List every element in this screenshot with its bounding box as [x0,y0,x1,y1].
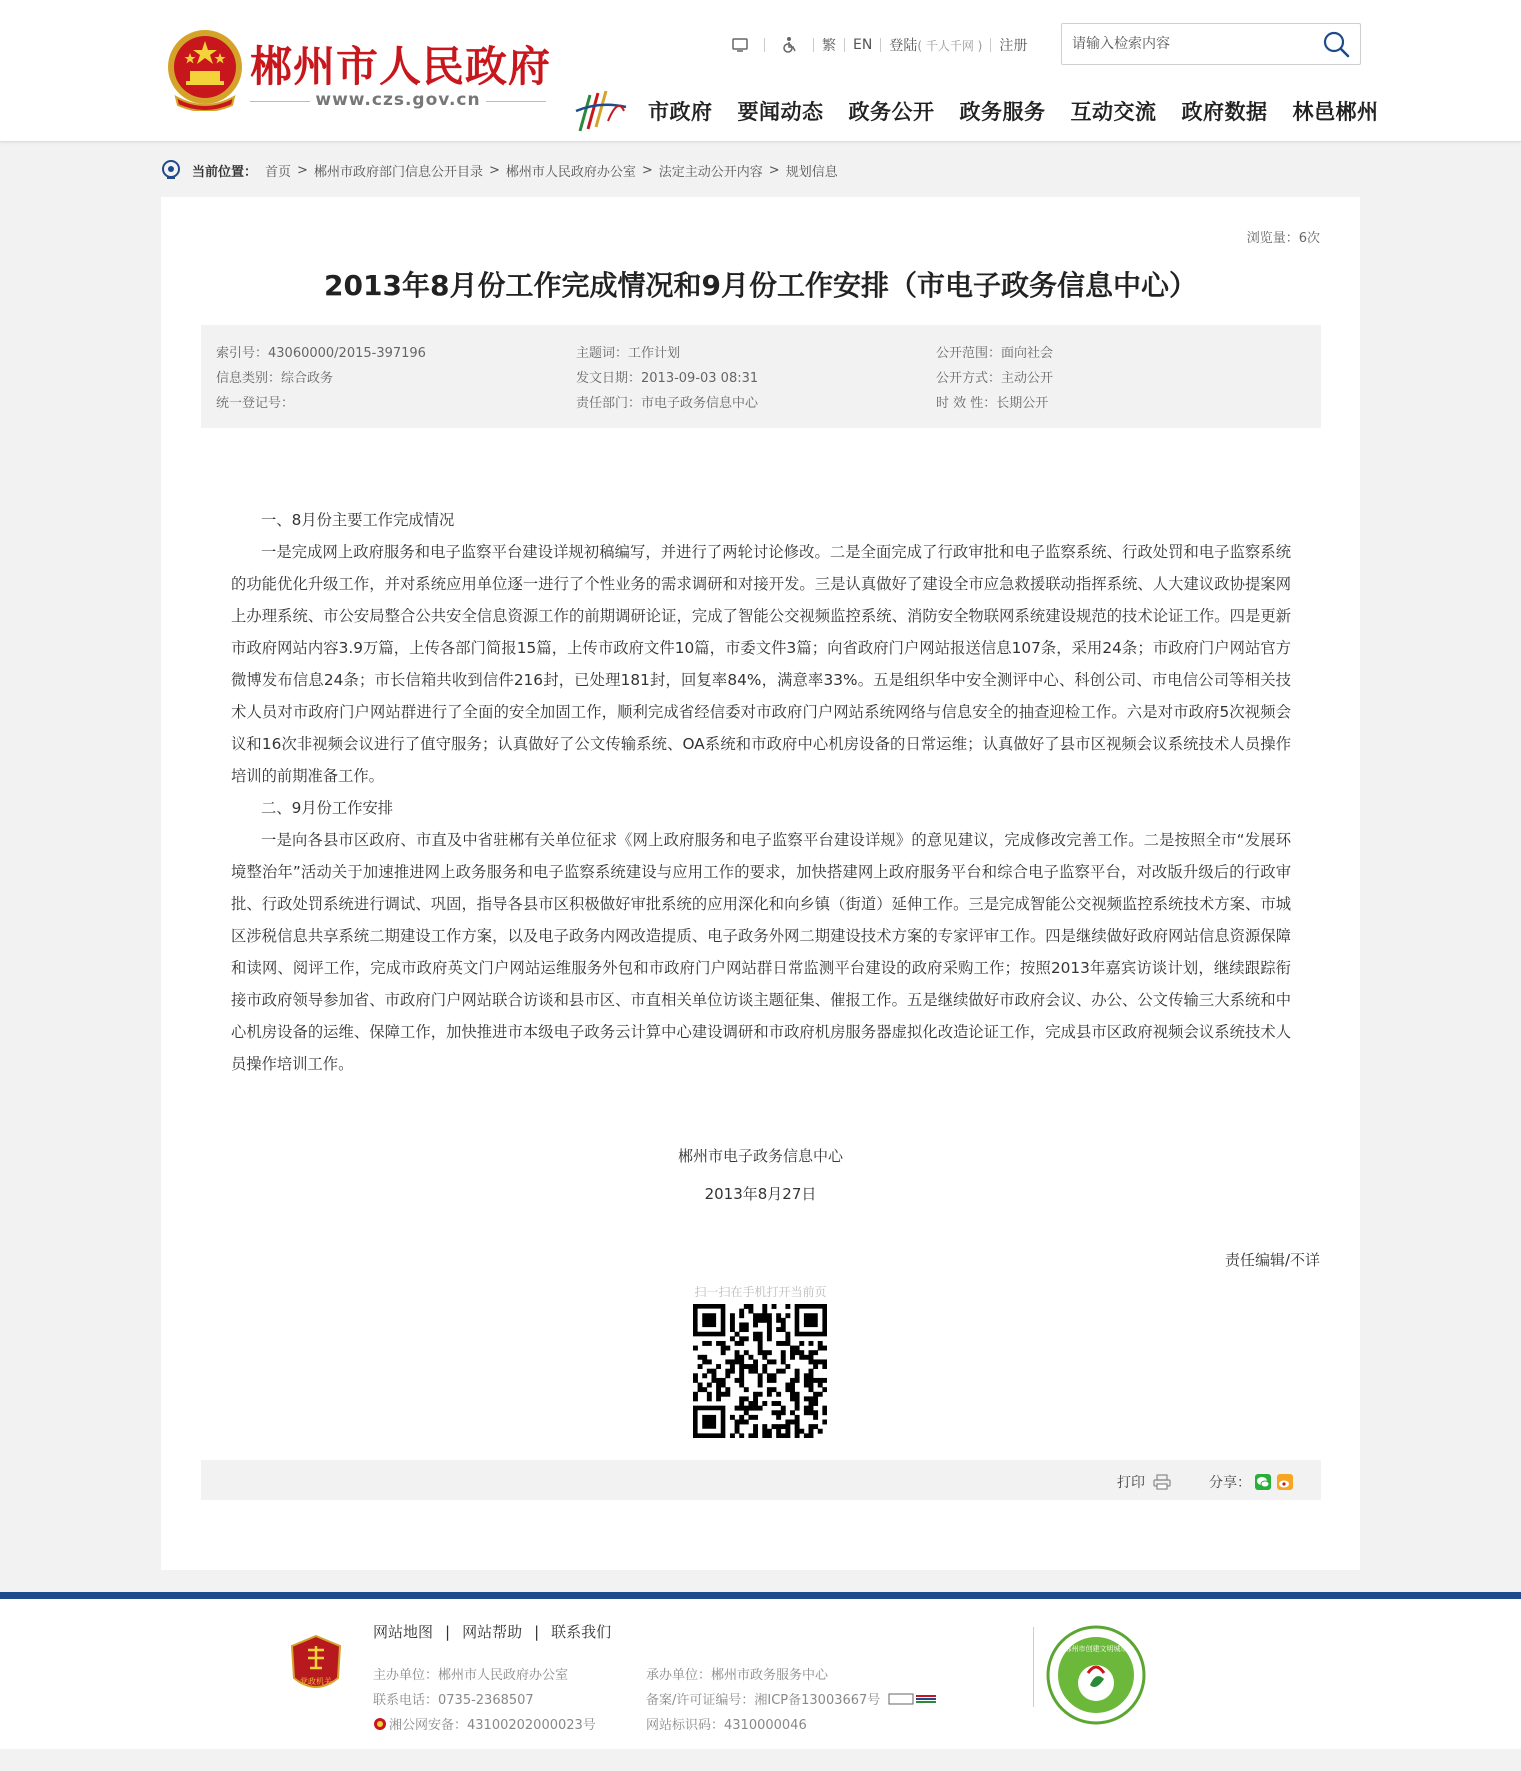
nav-item-interaction[interactable]: 互动交流 [1070,100,1157,124]
login-link[interactable]: 登陆 [889,38,918,54]
party-gov-badge-icon[interactable] [290,1634,342,1696]
footer-phone: 联系电话：0735-2368507 [373,1693,534,1708]
site-title: 郴州市人民政府 [250,42,552,91]
paragraph: 一是向各县市区政府、市直及中省驻郴有关单位征求《网上政府服务和电子监察平台建设详规》的意见建议，完成修改完善工作。二是按照全市“发展环境整治年”活动关于加速推进网上政务服务和电子监察系统建设与应用工作的要求，加快搭建网上政府服务平台和综合电子监察平台，对改版升级后的行政审批、行政处罚系统进行调试、巩固，指导各县市区积极做好审批系统的应用深化和向乡镇（街道）延伸工作。三是完成智能公交视频监控系统技术方案、市城区涉税信息共享系统二期建设工作方案，以及电子政务内网改造提质、电子政务外网二期建设技术方案的专家评审工作。四是继续做好政府网站信息资源保障和读网、阅评工作，完成市政府英文门户网站运维服务外包和市政府门户网站群日常监测平台建设的政府采购工作；按照2013年嘉宾访谈计划，继续跟踪衔接市政府领导参加省、市政府门户网站联合访谈和县市区、市直相关单位访谈主题征集、催报工作。五是继续做好市政府会议、办公、公文传输三大系统和中心机房设备的运维、保障工作，加快推进市本级电子政务云计算中心建设调研和市政府机房服务器虚拟化改造论证工作，完成县市区政府视频会议系统技术人员操作培训工作。 [231,831,1291,1073]
breadcrumb-dept-catalog[interactable]: 郴州市政府部门信息公开目录 [313,164,483,180]
footer-organizer: 承办单位：郴州市政务服务中心 [646,1668,829,1683]
section-heading: 二、9月份工作安排 [261,799,394,817]
meta-validity: 时 效 性：长期公开 [936,396,1049,411]
printer-icon [1153,1474,1171,1490]
nav-item-city-government[interactable]: 市政府 [648,100,713,124]
breadcrumb: 当前位置： 首页 > 郴州市政府部门信息公开目录 > 郴州市人民政府办公室 > 法定主动公开内容 > 规划信息 [160,158,838,182]
main-nav [648,96,1379,126]
meta-reg-no: 统一登记号： [216,396,295,411]
search-input[interactable] [1072,33,1302,55]
footer-link-contact[interactable]: 联系我们 [551,1623,612,1641]
responsible-editor: 责任编辑/不详 [1224,1251,1320,1269]
search-box [1061,23,1361,65]
meta-method: 公开方式：主动公开 [936,371,1054,386]
footer-police [373,1714,596,1733]
article-meta [201,325,1321,428]
footer-icp-text[interactable]: 备案/许可证编号：湘ICP备13003667号 [646,1693,881,1708]
article-card [161,197,1360,1570]
breadcrumb-statutory-content[interactable]: 法定主动公开内容 [658,164,763,180]
breadcrumb-planning-info[interactable]: 规划信息 [785,164,838,180]
national-emblem-icon [166,27,244,111]
paragraph: 一是完成网上政府服务和电子监察平台建设详规初稿编写，并进行了两轮讨论修改。二是全面完成了行政审批和电子监察系统、行政处罚和电子监察系统的功能优化升级工作，并对系统应用单位逐一进行了个性业务的需求调研和对接开发。三是认真做好了建设全市应急救援联动指挥系统、人大建议政协提案网上办理系统、市公安局整合公共安全信息资源工作的前期调研论证，完成了智能公交视频监控系统、消防安全物联网系统建设规范的技术论证工作。四是更新市政府网站内容3.9万篇，上传各部门简报15篇，上传市政府文件10篇，市委文件3篇；向省政府门户网站报送信息107条，采用24条；市政府门户网站官方微博发布信息24条；市长信箱共收到信件216封，已处理181封，回复率84%，满意率33%。五是组织华中安全测评中心、科创公司、市电信公司等相关技术人员对市政府门户网站群进行了全面的安全加固工作，顺利完成省经信委对市政府门户网站系统网络与信息安全的抽查迎检工作。六是对市政府5次视频会议和16次非视频会议进行了值守服务；认真做好了公文传输系统、OA系统和市政府中心机房设备的日常运维；认真做好了县市区视频会议系统技术人员操作培训的前期准备工作。 [231,543,1291,785]
nav-item-gov-affairs-open[interactable]: 政务公开 [848,100,935,124]
footer-link-help[interactable]: 网站帮助 [462,1623,523,1641]
footer-police-text: 湘公网安备：43100202000023号 [389,1718,596,1733]
breadcrumb-label: 当前位置： [192,164,258,180]
site-url: www.czs.gov.cn [250,90,546,110]
qr-tip: 扫一扫在手机打开当前页 [694,1285,827,1299]
article-body [231,504,1291,1080]
footer-top-border [0,1592,1521,1599]
badge-text: 党政机关 [300,1677,332,1686]
meta-category: 信息类别：综合政务 [216,371,334,386]
share-group [1209,1472,1293,1492]
meta-dept: 责任部门：市电子政务信息中心 [576,396,759,411]
meta-keyword: 主题词：工作计划 [576,346,681,361]
nav-item-gov-data[interactable]: 政府数据 [1181,100,1268,124]
footer-divider [1033,1627,1034,1707]
login-sub-label: ( 千人千网 ) [917,38,983,53]
nav-item-gov-services[interactable]: 政务服务 [959,100,1046,124]
qr-code-icon [693,1304,827,1438]
print-label: 打印 [1117,1475,1145,1491]
footer-site-code: 网站标识码：4310000046 [646,1718,807,1733]
divider [880,38,881,52]
share-bar [201,1460,1321,1500]
english-link[interactable]: EN [853,37,873,53]
breadcrumb-home[interactable]: 首页 [265,164,292,180]
linyi-logo-icon [574,87,628,135]
signature-org: 郴州市电子政务信息中心 [677,1147,843,1165]
search-icon[interactable] [1322,30,1350,58]
site-header [0,0,1521,142]
civilized-city-logo-icon[interactable] [1046,1625,1146,1725]
accessibility-icon[interactable] [779,35,799,55]
divider [990,38,991,52]
police-badge-icon [373,1717,387,1731]
logo-text: 郴州市创建文明城市 [1064,1645,1128,1653]
share-label: 分享： [1209,1475,1251,1491]
divider [844,38,845,52]
meta-date: 发文日期：2013-09-03 08:31 [576,371,759,386]
footer-sponsor: 主办单位：郴州市人民政府办公室 [373,1668,569,1683]
traditional-chinese-link[interactable]: 繁 [822,38,836,54]
location-pin-icon [160,159,182,181]
icp-badge-icon [888,1693,938,1705]
print-button[interactable] [1117,1472,1171,1492]
footer-link-sitemap[interactable]: 网站地图 [373,1623,434,1641]
footer-links: 网站地图 | 网站帮助 | 联系我们 [373,1622,612,1641]
breadcrumb-office[interactable]: 郴州市人民政府办公室 [505,164,636,180]
divider [764,38,765,52]
view-count: 浏览量：6次 [1246,231,1320,246]
site-footer [0,1599,1521,1749]
footer-icp [646,1689,938,1708]
nav-item-linyi-chenzhou[interactable]: 林邑郴州 [1292,100,1379,124]
article-title: 2013年8月份工作完成情况和9月份工作安排（市电子政务信息中心） [324,269,1197,302]
top-links [724,34,1027,56]
weibo-icon[interactable] [1277,1474,1293,1490]
register-link[interactable]: 注册 [999,38,1028,54]
signature-date: 2013年8月27日 [704,1185,817,1203]
meta-scope: 公开范围：面向社会 [936,346,1054,361]
wechat-icon[interactable] [1255,1474,1271,1490]
screen-reader-icon[interactable] [730,35,750,55]
nav-item-news[interactable]: 要闻动态 [737,100,824,124]
meta-index-no: 索引号：43060000/2015-397196 [216,346,426,361]
divider [813,38,814,52]
section-heading: 一、8月份主要工作完成情况 [261,511,455,529]
